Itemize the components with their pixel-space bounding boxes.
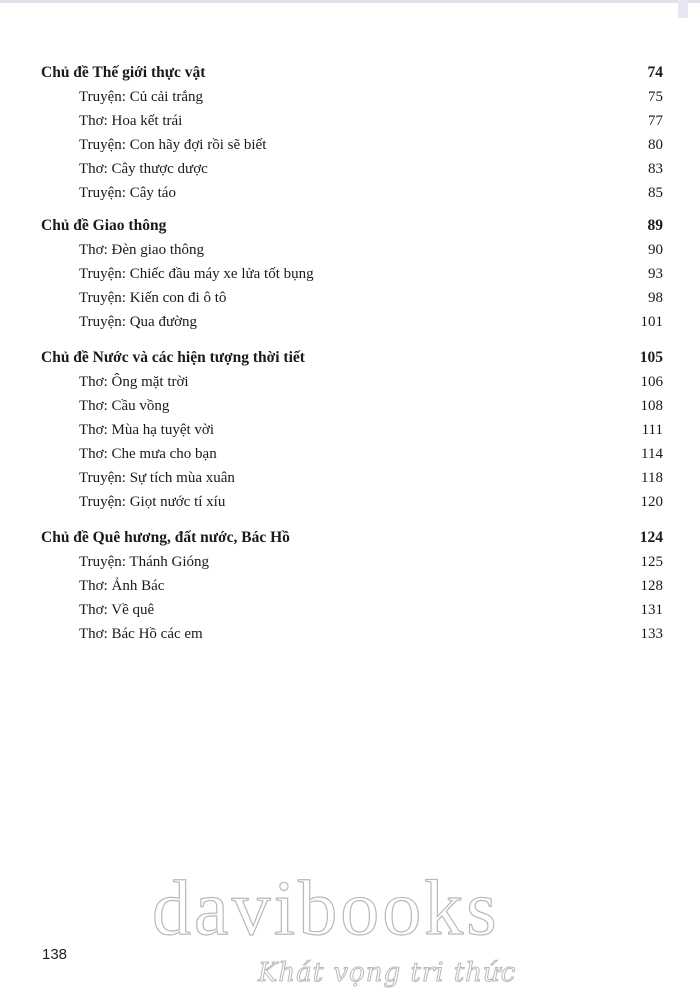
entry-page-number: 77 [648,113,663,129]
entry-page-number: 98 [648,290,663,306]
toc-entry[interactable] [41,622,663,646]
entry-title: Truyện: Củ cải trắng [79,89,204,105]
toc-section-heading[interactable] [41,61,663,85]
toc-entry[interactable] [41,85,663,109]
section-page-number: 89 [647,217,663,234]
entry-page-number: 111 [641,422,663,438]
entry-title: Thơ: Cầu vồng [79,398,170,414]
toc-entry[interactable] [41,442,663,466]
toc-entry[interactable] [41,133,663,157]
toc-entry[interactable] [41,238,663,262]
entry-page-number: 128 [640,578,663,594]
toc-section-thuc-vat [41,61,663,205]
entry-page-number: 85 [648,185,663,201]
entry-page-number: 120 [640,494,663,510]
entry-page-number: 125 [640,554,663,570]
toc-entry[interactable] [41,418,663,442]
toc-section-heading[interactable] [41,346,663,370]
entry-title: Truyện: Qua đường [79,314,198,330]
toc-entry[interactable] [41,109,663,133]
toc-entry[interactable] [41,394,663,418]
toc-entry[interactable] [41,181,663,205]
toc-section-thoi-tiet [41,346,663,514]
entry-title: Thơ: Mùa hạ tuyệt vời [79,422,215,438]
section-title: Chủ đề Quê hương, đất nước, Bác Hồ [41,529,290,546]
entry-title: Thơ: Bác Hồ các em [79,626,203,642]
entry-title: Truyện: Kiến con đi ô tô [79,290,227,306]
scan-edge-mark [678,0,688,18]
toc-entry[interactable] [41,550,663,574]
entry-title: Thơ: Về quê [79,602,155,618]
entry-page-number: 133 [640,626,663,642]
toc-section-heading[interactable] [41,214,663,238]
entry-page-number: 93 [648,266,663,282]
section-page-number: 74 [647,64,663,81]
entry-page-number: 90 [648,242,663,258]
toc-entry[interactable] [41,286,663,310]
watermark-brand: davibooks [152,864,500,951]
toc-entry[interactable] [41,490,663,514]
entry-title: Truyện: Chiếc đầu máy xe lửa tốt bụng [79,266,314,282]
entry-page-number: 80 [648,137,663,153]
toc-entry[interactable] [41,598,663,622]
section-page-number: 105 [639,349,663,366]
entry-page-number: 101 [640,314,663,330]
toc-section-que-huong [41,526,663,646]
section-page-number: 124 [639,529,663,546]
entry-title: Thơ: Ông mặt trời [79,374,189,390]
entry-title: Truyện: Cây táo [79,185,176,201]
entry-title: Truyện: Sự tích mùa xuân [79,470,235,486]
toc-section-giao-thong [41,214,663,334]
entry-page-number: 118 [641,470,663,486]
entry-title: Truyện: Thánh Gióng [79,554,210,570]
section-title: Chủ đề Nước và các hiện tượng thời tiết [41,349,305,366]
entry-page-number: 131 [640,602,663,618]
toc-entry[interactable] [41,310,663,334]
toc-entry[interactable] [41,262,663,286]
toc-section-heading[interactable] [41,526,663,550]
entry-page-number: 114 [641,446,663,462]
entry-title: Thơ: Che mưa cho bạn [79,446,217,462]
entry-title: Truyện: Giọt nước tí xíu [79,494,226,510]
entry-page-number: 106 [640,374,663,390]
toc-entry[interactable] [41,574,663,598]
section-title: Chủ đề Thế giới thực vật [41,64,206,81]
entry-title: Thơ: Đèn giao thông [79,242,204,258]
page-number: 138 [42,946,68,963]
toc-entry[interactable] [41,157,663,181]
entry-title: Thơ: Cây thược dược [79,161,208,177]
entry-page-number: 83 [648,161,663,177]
page-top-edge [0,0,700,3]
watermark-tagline: Khát vọng tri thức [258,958,517,988]
entry-page-number: 75 [648,89,663,105]
section-title: Chủ đề Giao thông [41,217,167,234]
entry-title: Thơ: Hoa kết trái [79,113,183,129]
entry-page-number: 108 [640,398,663,414]
toc-entry[interactable] [41,370,663,394]
entry-title: Thơ: Ảnh Bác [79,578,165,594]
toc-entry[interactable] [41,466,663,490]
entry-title: Truyện: Con hãy đợi rồi sẽ biết [79,137,267,153]
